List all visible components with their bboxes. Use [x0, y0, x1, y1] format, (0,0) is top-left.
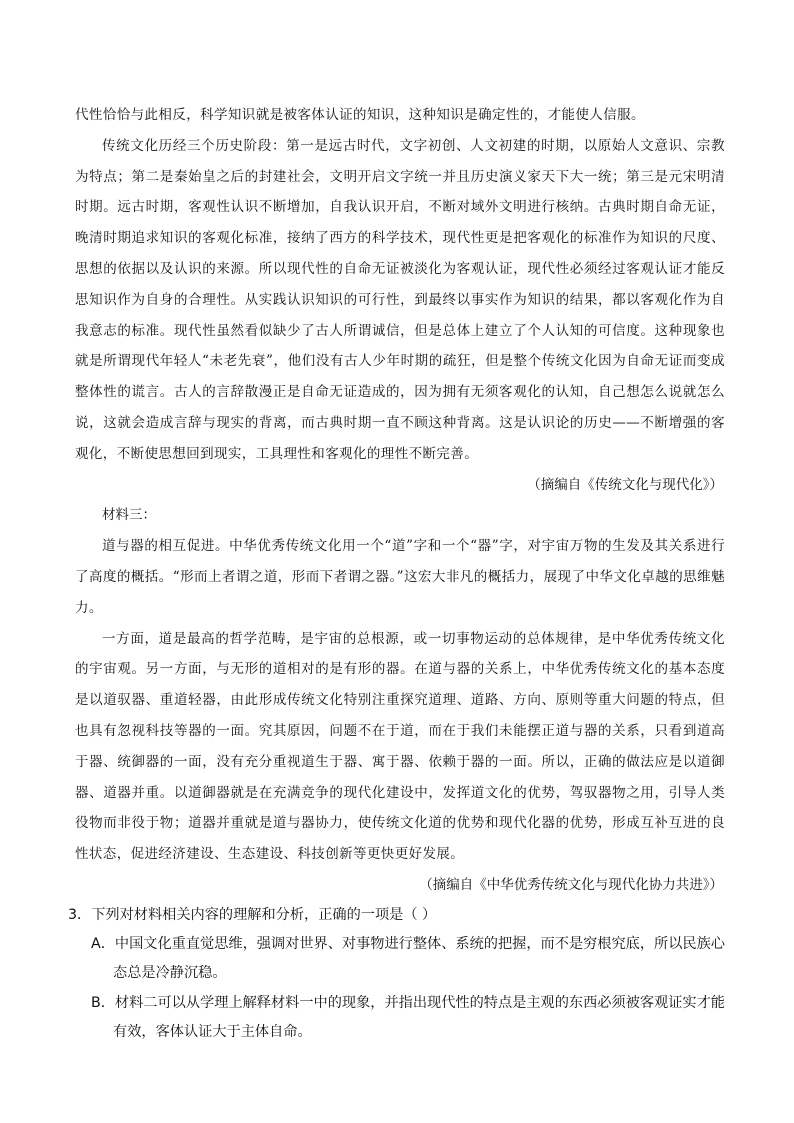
question-3-stem: 3．下列对材料相关内容的理解和分析，正确的一项是（ ） — [68, 906, 437, 923]
material2-source: （摘编自《传统文化与现代化》） — [527, 476, 723, 493]
question-3-option-b[interactable]: B．材料二可以从学理上解释材料一中的现象，并指出现代性的特点是主观的东西必须被客观证实才能有效，客体认证大于主体自命。 — [91, 994, 725, 1041]
question-3-option-a[interactable]: A．中国文化重直觉思维，强调对世界、对事物进行整体、系统的把握，而不是穷根究底，所以民族心态总是冷静沉稳。 — [91, 935, 725, 982]
material3-heading: 材料三： — [102, 507, 156, 524]
page-content — [68, 100, 725, 1048]
material2-paragraph-history: 传统文化历经三个历史阶段：第一是远古时代，文字初创、人文初建的时期，以原始人文意识、宗教为特点；第二是秦始皇之后的封建社会，文明开启文字统一并且历史演义家天下大一统；第三是元宋明清时期。远古时期，客观性认识不断增加，自我认识开启，不断对域外文明进行核纳。古典时期自命无证，晚清时期追求知识的客观化标准，接纳了西方的科学技术，现代性更是把客观化的标准作为知识的尺度、思想的依据以及认识的来源。所以现代性的自命无证被淡化为客观认证，现代性必须经过客观认证才能反思知识作为自身的合理性。从实践认识知识的可行性，到最终以事实作为知识的结果，都以客观化作为自我意志的标准。现代性虽然看似缺少了古人所谓诚信，但是总体上建立了个人认知的可信度。这种现象也就是所谓现代年轻人“未老先衰”，他们没有古人少年时期的疏狂，但是整个传统文化因为自命无证而变成整体性的谎言。古人的言辞散漫正是自命无证造成的，因为拥有无须客观化的认知，自己想怎么说就怎么说，这就会造成言辞与现实的背离，而古典时期一直不顾这种背离。这是认识论的历史——不断增强的客观化，不断使思想回到现实，工具理性和客观化的理性不断完善。 — [75, 137, 725, 462]
material3-paragraph-2: 一方面，道是最高的哲学范畴，是宇宙的总根源，或一切事物运动的总体规律，是中华优秀传统文化的宇宙观。另一方面，与无形的道相对的是有形的器。在道与器的关系上，中华优秀传统文化的基本态度是以道驭器、重道轻器，由此形成传统文化特别注重探究道理、道路、方向、原则等重大问题的特点，但也具有忽视科技等器的一面。究其原因，问题不在于道，而在于我们未能摆正道与器的关系，只看到道高于器、统御器的一面，没有充分重视道生于器、寓于器、依赖于器的一面。所以，正确的做法应是以道御器、道器并重。以道御器就是在充满竞争的现代化建设中，发挥道文化的优势，驾驭器物之用，引导人类役物而非役于物；道器并重就是道与器协力，使传统文化道的优势和现代化器的优势，形成互补互进的良性状态，促进经济建设、生态建设、科技创新等更快更好发展。 — [75, 630, 725, 863]
material3-paragraph-1: 道与器的相互促进。中华优秀传统文化用一个“道”字和一个“器”字，对宇宙万物的生发及其关系进行了高度的概括。“形而上者谓之道，形而下者谓之器。”这宏大非凡的概括力，展现了中华文化卓越的思维魅力。 — [75, 538, 725, 616]
material2-paragraph-continuation: 代性恰恰与此相反，科学知识就是被客体认证的知识，这种知识是确定性的，才能使人信服。 — [75, 107, 645, 123]
material3-source: （摘编自《中华优秀传统文化与现代化协力共进》） — [419, 876, 723, 893]
question-3 — [68, 901, 725, 1048]
